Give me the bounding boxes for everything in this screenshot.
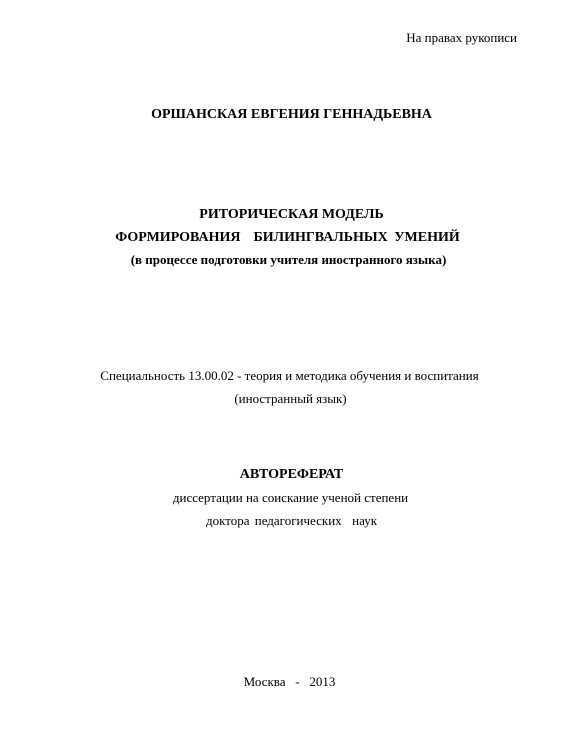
title-line-1: РИТОРИЧЕСКАЯ МОДЕЛЬ: [199, 207, 384, 222]
document-type: АВТОРЕФЕРАТ: [239, 467, 344, 482]
author-name: ОРШАНСКАЯ ЕВГЕНИЯ ГЕННАДЬЕВНА: [151, 107, 432, 122]
place-and-year: Москва - 2013: [243, 674, 336, 689]
title-subtitle: (в процессе подготовки учителя иностранного языка): [130, 252, 447, 267]
title-line-2: ФОРМИРОВАНИЯ БИЛИНГВАЛЬНЫХ УМЕНИЙ: [115, 230, 460, 245]
specialty-line: Специальность 13.00.02 - теория и методика обучения и воспитания: [100, 368, 479, 383]
rights-note: На правах рукописи: [406, 30, 517, 45]
document-purpose-line-2: доктора педагогических наук: [205, 513, 378, 528]
specialty-note: (иностранный язык): [234, 391, 347, 406]
document-purpose-line-1: диссертации на соискание ученой степени: [172, 490, 409, 505]
